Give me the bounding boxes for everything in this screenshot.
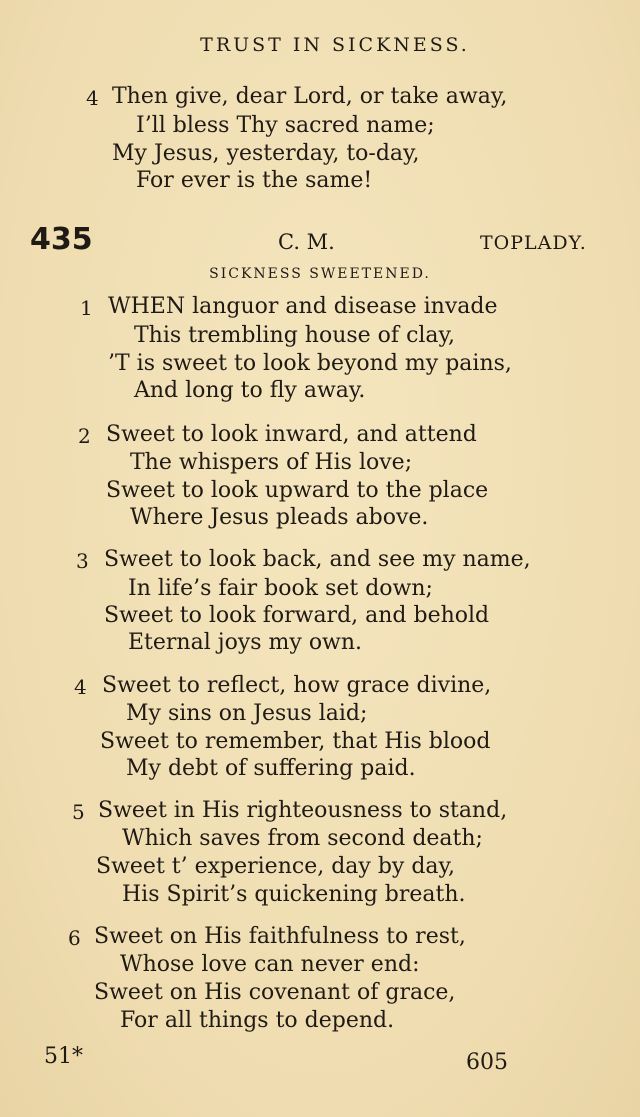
verse-number: 2 [78,424,91,448]
verse-line: Then give, dear Lord, or take away, [112,84,508,109]
hymn-meter: C. M. [278,230,335,254]
verse-line: I’ll bless Thy sacred name; [136,113,435,138]
verse-line: WHEN languor and disease invade [108,294,498,319]
verse-number: 4 [86,86,99,110]
verse-line: Whose love can never end: [120,952,420,977]
verse-line: Sweet to reflect, how grace divine, [102,673,492,698]
verse-number: 4 [74,675,87,699]
verse-line: Sweet t’ experience, day by day, [96,854,456,879]
verse-line: My sins on Jesus laid; [126,701,368,726]
verse-line: Sweet on His faithfulness to rest, [94,924,466,949]
verse-line: For ever is the same! [136,168,373,193]
hymn-author: TOPLADY. [480,232,587,254]
verse-line: Sweet to look inward, and attend [106,422,477,447]
verse-line: My debt of suffering paid. [126,756,416,781]
verse-line: Which saves from second death; [122,826,483,851]
verse-line: My Jesus, yesterday, to-day, [112,141,420,166]
verse-line: His Spirit’s quickening breath. [122,882,466,907]
verse-line: ’T is sweet to look beyond my pains, [108,351,512,376]
verse-number: 1 [80,296,93,320]
verse-line: For all things to depend. [120,1008,395,1033]
verse-line: Sweet to look upward to the place [106,478,489,503]
verse-line: Sweet to look back, and see my name, [104,547,531,572]
verse-number: 6 [68,926,81,950]
verse-line: Sweet to remember, that His blood [100,729,491,754]
verse-line: Sweet in His righteousness to stand, [98,798,508,823]
verse-line: Sweet to look forward, and behold [104,603,490,628]
verse-line: Sweet on His covenant of grace, [94,980,456,1005]
running-head: TRUST IN SICKNESS. [200,34,470,56]
verse-line: Where Jesus pleads above. [130,505,429,530]
verse-line: The whispers of His love; [130,450,413,475]
verse-number: 3 [76,549,89,573]
page-number: 605 [466,1050,508,1075]
verse-line: In life’s fair book set down; [128,576,433,601]
verse-line: This trembling house of clay, [134,323,456,348]
verse-number: 5 [72,800,85,824]
signature-mark: 51* [44,1044,83,1069]
hymn-number: 435 [30,222,93,257]
hymn-title: SICKNESS SWEETENED. [209,266,431,282]
verse-line: Eternal joys my own. [128,630,363,655]
verse-line: And long to fly away. [134,378,366,403]
